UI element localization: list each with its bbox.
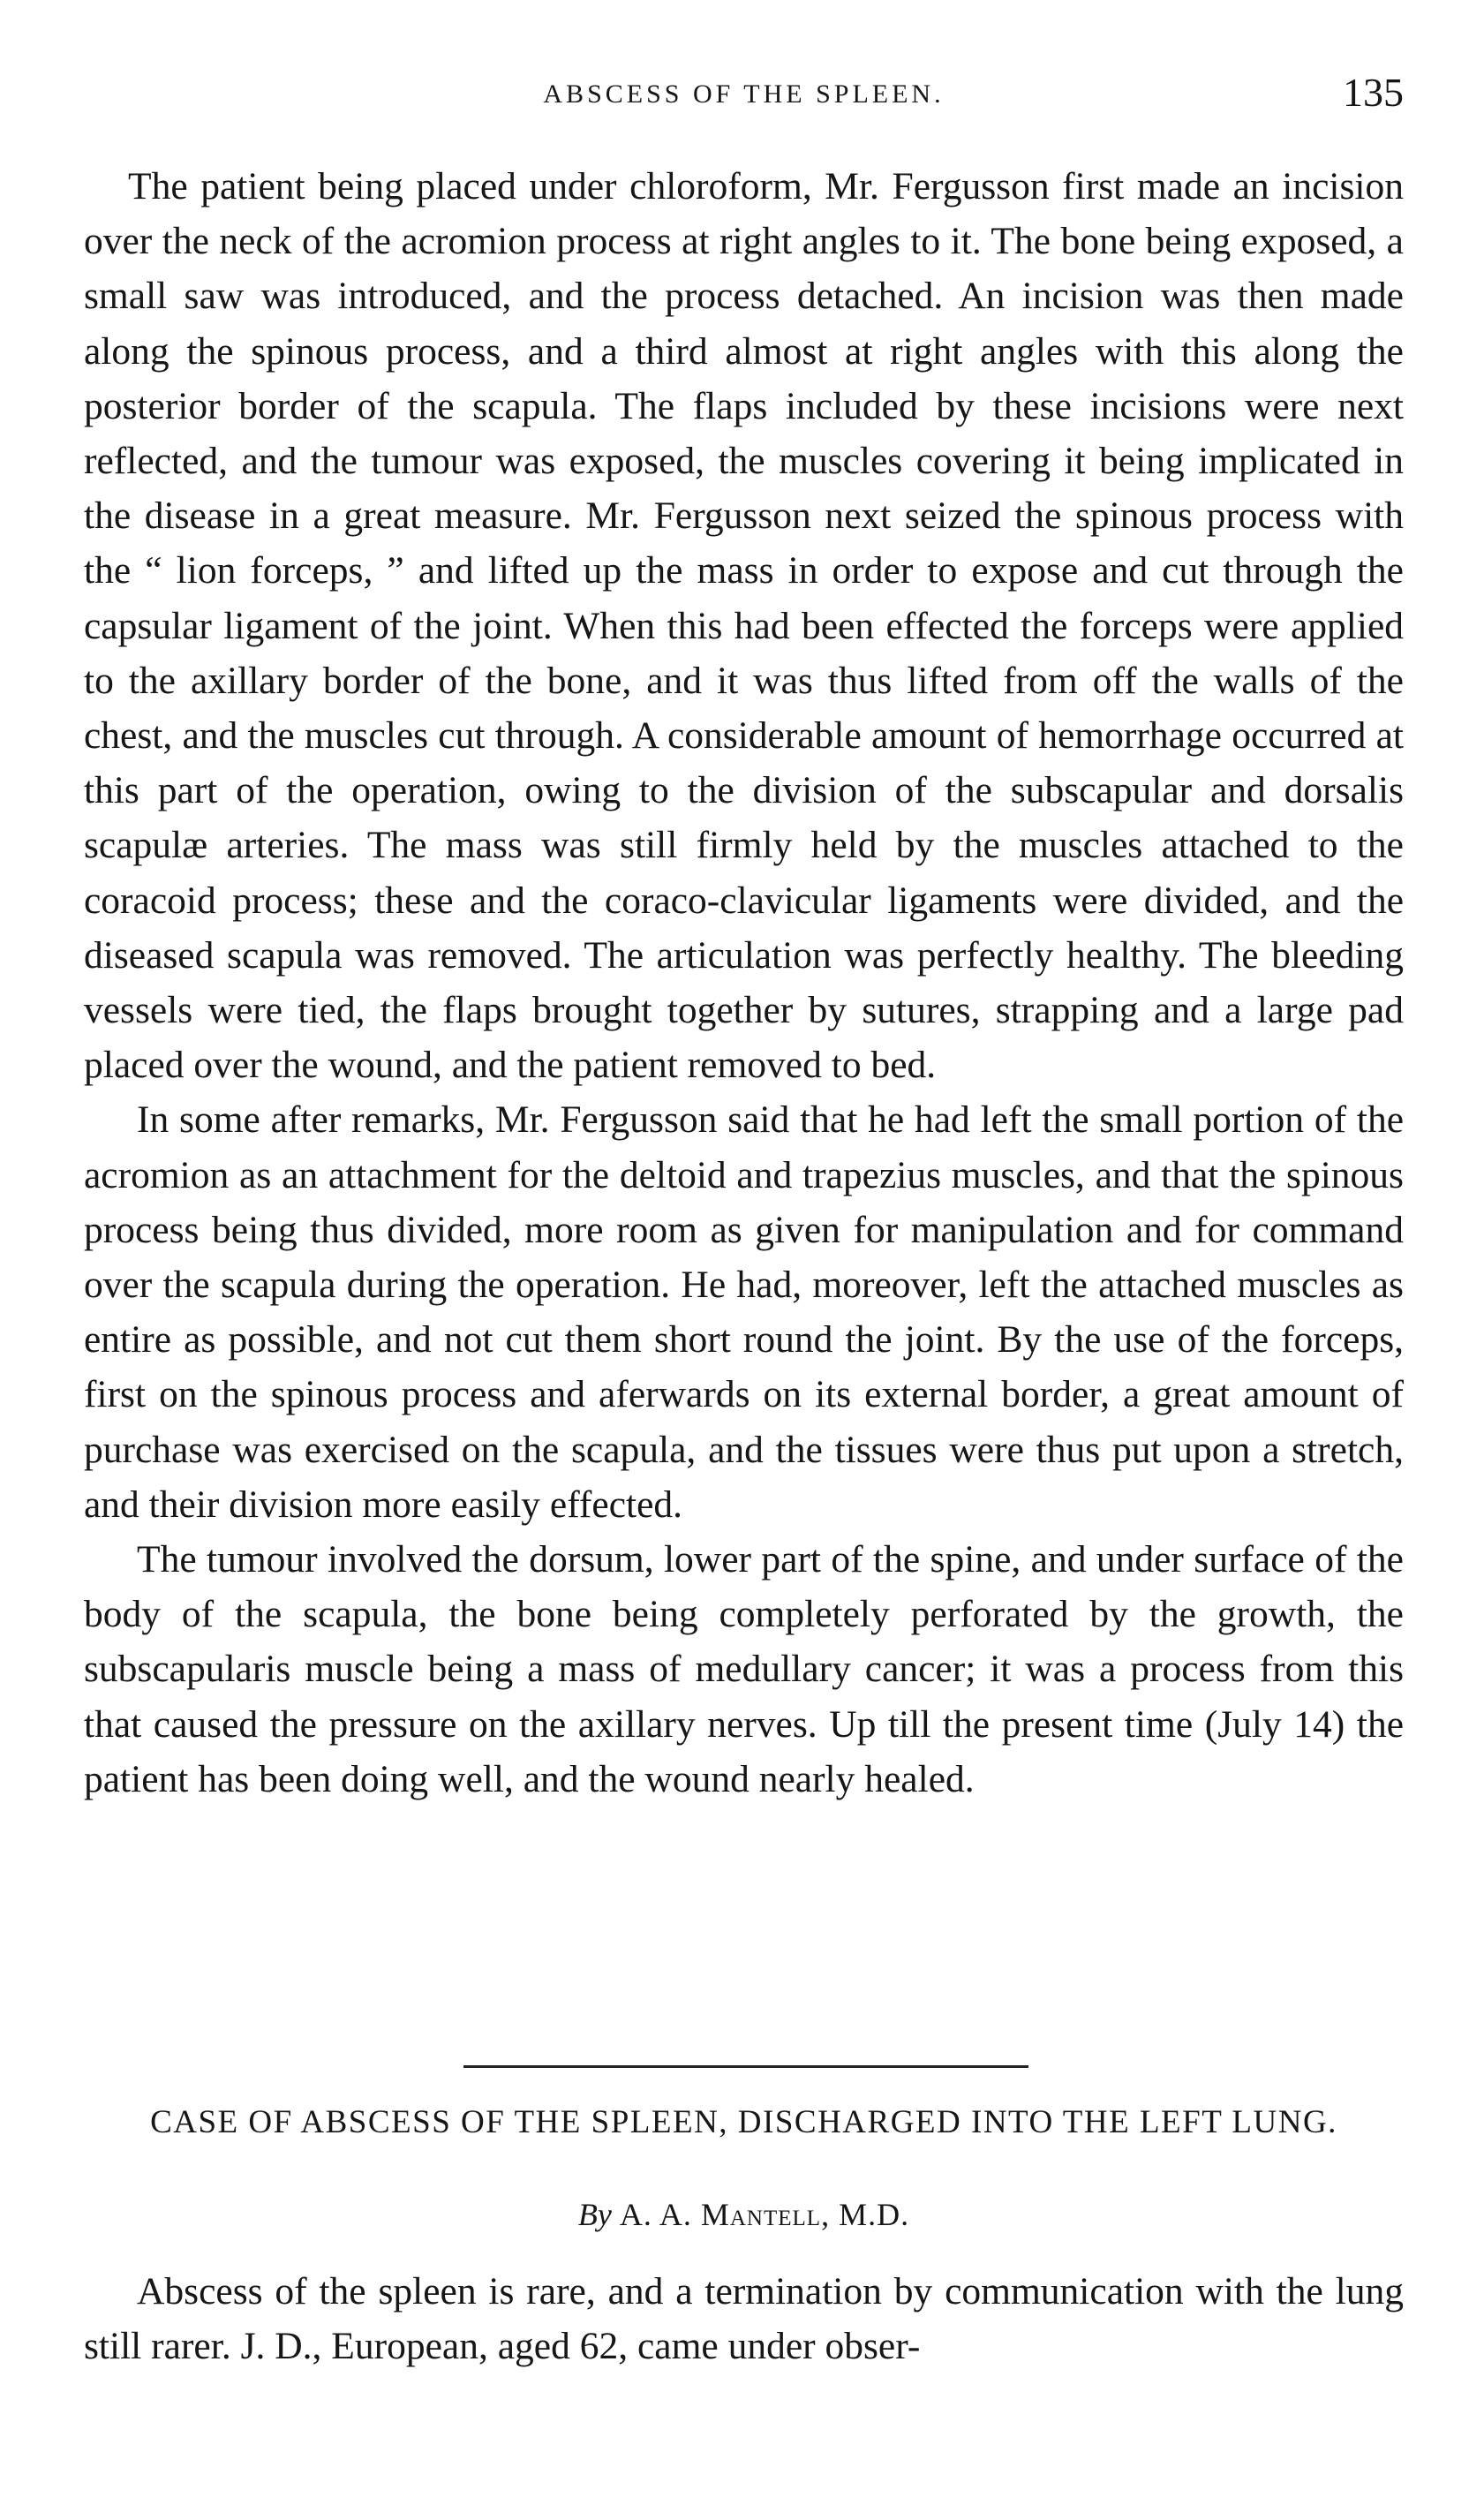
byline (84, 2196, 1404, 2233)
running-header (84, 69, 1404, 122)
article-title: CASE OF ABSCESS OF THE SPLEEN, DISCHARGED INTO THE LEFT LUNG. (150, 2104, 1337, 2140)
article-opening-paragraph: Abscess of the spleen is rare, and a termination by communication with the lung still rarer. J. D., European, aged 62, came under obser- (84, 2270, 1404, 2368)
byline-prefix: By (577, 2197, 612, 2232)
paragraph-remarks: In some after remarks, Mr. Fergusson said that he had left the small portion of the acromion as an attachment for the deltoid and trapezius muscles, and that the spinous process being thus divided, more room as given for manipulation and for command over the scapula during the operation. He had, moreover, left the attached muscles as entire as possible, and not cut them short round the joint. By the use of the forceps, first on the spinous process and aferwards on its external border, a great amount of purchase was exercised on the scapula, and the tissues were thus put upon a stretch, and their division more easily effected. (84, 1098, 1404, 1526)
paragraph-operation: The patient being placed under chloroform, Mr. Fergusson first made an incision over the neck of the acromion process at right angles to it. The bone being exposed, a small saw was introduced, and the process detached. An incision was then made along the spinous process, and a third almost at right angles with this along the posterior border of the scapula. The flaps included by these incisions were next reflected, and the tumour was exposed, the muscles covering it being implicated in the disease in a great measure. Mr. Fergusson next seized the spinous process with the “ lion forceps, ” and lifted up the mass in order to expose and cut through the capsular ligament of the joint. When this had been effected the forceps were applied to the axillary border of the bone, and it was thus lifted from off the walls of the chest, and the muscles cut through. A considerable amount of hemorrhage occurred at this part of the operation, owing to the division of the subscapular and dorsalis scapulæ arteries. The mass was still firmly held by the muscles attached to the coracoid process; these and the coraco-clavicular ligaments were divided, and the diseased scapula was removed. The articulation was perfectly healthy. The bleeding vessels were tied, the flaps brought together by sutures, strapping and a large pad placed over the wound, and the patient removed to bed. (84, 165, 1404, 1087)
body-text (84, 159, 1404, 1807)
byline-author: A. A. Mantell, M.D. (619, 2197, 910, 2232)
section-divider (463, 2065, 1028, 2068)
article-body (84, 2264, 1404, 2373)
page-number: 135 (1343, 70, 1404, 115)
running-title: ABSCESS OF THE SPLEEN. (543, 79, 945, 109)
paragraph-tumour: The tumour involved the dorsum, lower part of the spine, and under surface of the body of the scapula, the bone being completely perforated by the growth, the subscapularis muscle being a mass of medullary cancer; it was a process from this that caused the pressure on the axillary nerves. Up till the present time (July 14) the patient has been doing well, and the wound nearly healed. (84, 1538, 1404, 1800)
